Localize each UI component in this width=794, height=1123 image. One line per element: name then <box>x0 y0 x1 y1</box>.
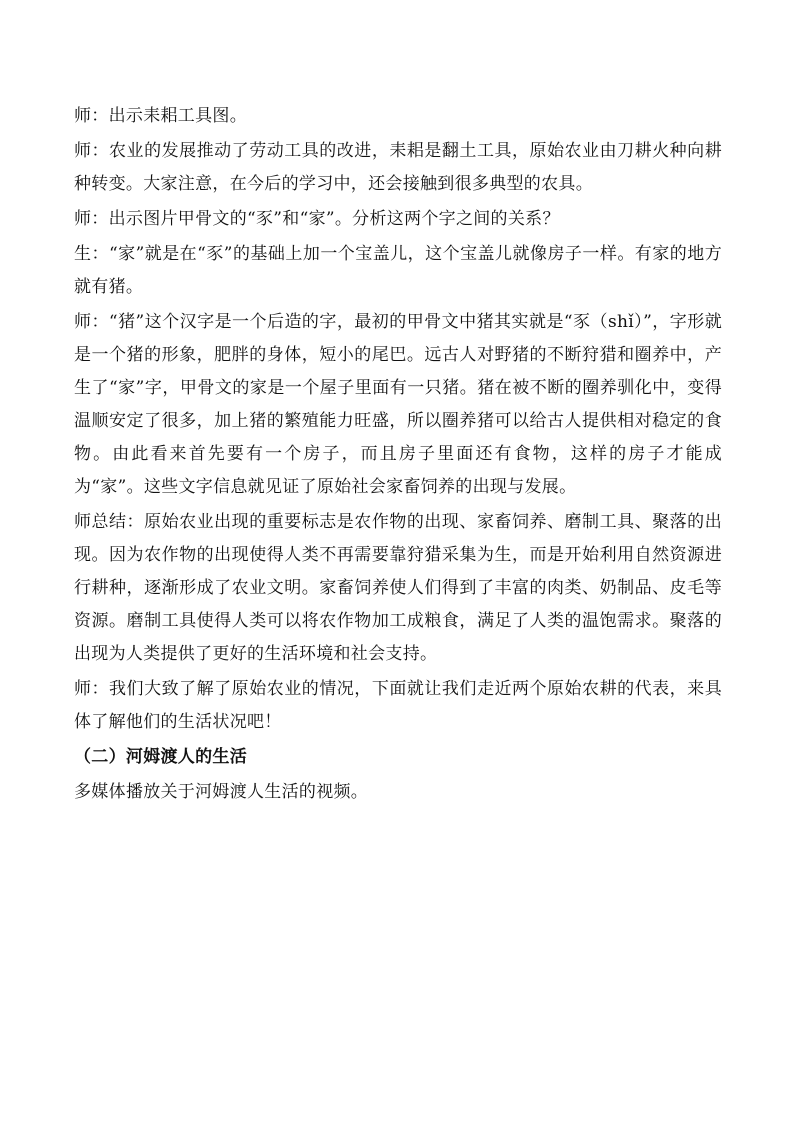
paragraph-tool-image: 师：出示耒耜工具图。 <box>74 106 247 126</box>
paragraph-tool-improvement: 师：农业的发展推动了劳动工具的改进，耒耜是翻土工具，原始农业由刀耕火种向耕种转变。大家注意，在今后的学习中，还会接触到很多典型的农具。 <box>74 141 722 194</box>
paragraph-transition: 师：我们大致了解了原始农业的情况，下面就让我们走近两个原始农耕的代表，来具体了解他们的生活状况吧！ <box>74 679 722 732</box>
paragraph-pig-character: 师：“猪”这个汉字是一个后造的字，最初的甲骨文中猪其实就是“豕（shǐ）”，字形就是一个猪的形象，肥胖的身体，短小的尾巴。远古人对野猪的不断狩猎和圈养中，产生了“家”字，甲骨文的家是一个屋子里面有一只猪。猪在被不断的圈养驯化中，变得温顺安定了很多，加上猪的繁殖能力旺盛，所以圈养猪可以给古人提供相对稳定的食物。由此看来首先要有一个房子，而且房子里面还有食物，这样的房子才能成为“家”。这些文字信息就见证了原始社会家畜饲养的出现与发展。 <box>74 312 722 497</box>
paragraph-oracle-question: 师：出示图片甲骨文的“豕”和“家”。分析这两个字之间的关系？ <box>74 209 560 229</box>
paragraph-student-answer: 生：“家”就是在“豕”的基础上加一个宝盖儿，这个宝盖儿就像房子一样。有家的地方就有猪。 <box>74 244 722 297</box>
paragraph-video: 多媒体播放关于河姆渡人生活的视频。 <box>74 782 369 802</box>
section-heading: （二）河姆渡人的生活 <box>74 747 247 767</box>
document-body <box>74 100 722 809</box>
paragraph-teacher-summary: 师总结：原始农业出现的重要标志是农作物的出现、家畜饲养、磨制工具、聚落的出现。因为农作物的出现使得人类不再需要靠狩猎采集为生，而是开始利用自然资源进行耕种，逐渐形成了农业文明。家畜饲养使人们得到了丰富的肉类、奶制品、皮毛等资源。磨制工具使得人类可以将农作物加工成粮食，满足了人类的温饱需求。聚落的出现为人类提供了更好的生活环境和社会支持。 <box>74 512 722 664</box>
